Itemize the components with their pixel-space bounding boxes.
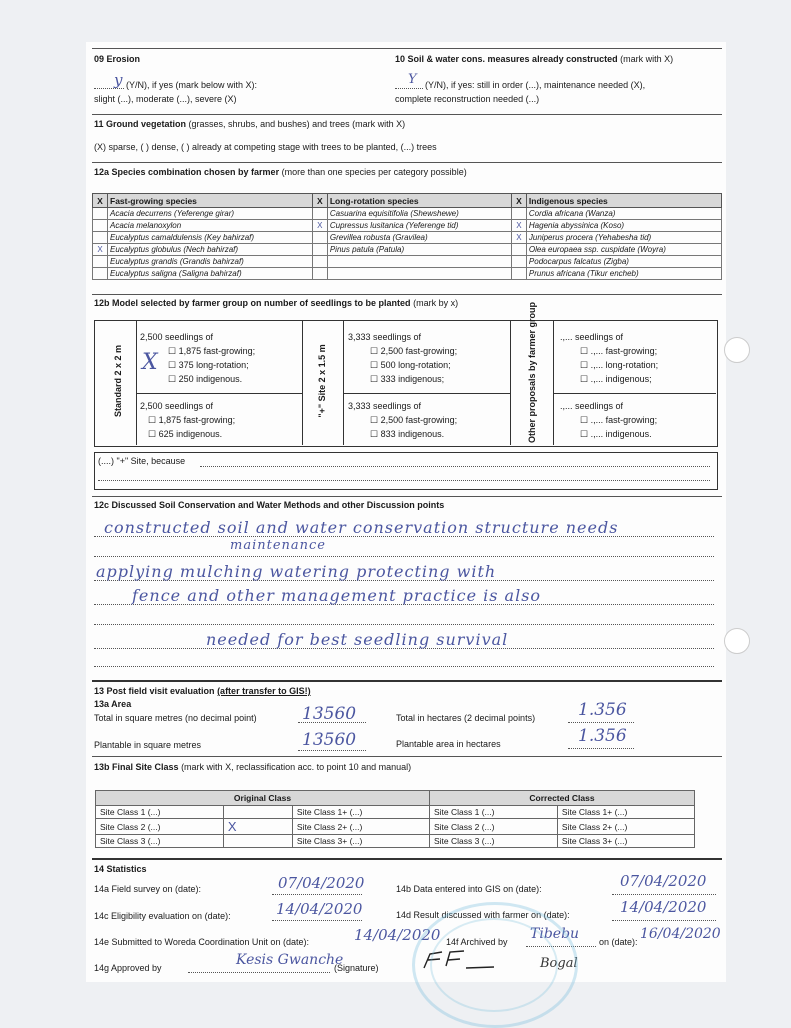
field-survey-label: 14a Field survey on (date): bbox=[94, 884, 202, 894]
species-name-cell: Cordia africana (Wanza) bbox=[526, 208, 721, 220]
submitted-date: 14/04/2020 bbox=[354, 926, 441, 944]
species-name-cell: Olea europaea ssp. cuspidate (Woyra) bbox=[526, 244, 721, 256]
species-name-cell: Casuarina equisitifolia (Shewshewe) bbox=[327, 208, 511, 220]
section-13-title: 13 Post field visit evaluation (after transfer to GIS!) bbox=[94, 686, 311, 696]
species-name-cell: Eucalyptus saligna (Saligna bahirzaf) bbox=[108, 268, 313, 280]
species-name-cell: Hagenia abyssinica (Koso) bbox=[526, 220, 721, 232]
swc-answer: Y bbox=[408, 72, 417, 87]
section-12b-title: 12b Model selected by farmer group on number of seedlings to be planted (mark by x) bbox=[94, 298, 459, 308]
species-row bbox=[93, 256, 722, 268]
species-mark-cell bbox=[511, 208, 526, 220]
species-mark-cell bbox=[511, 256, 526, 268]
plus-a-long: ☐ 500 long-rotation; bbox=[370, 360, 451, 370]
site-class-row bbox=[96, 819, 695, 835]
species-mark-cell bbox=[511, 268, 526, 280]
species-mark-cell bbox=[312, 244, 327, 256]
plus-b-total: 3,333 seedlings of bbox=[348, 401, 422, 411]
species-mark-cell bbox=[93, 268, 108, 280]
col-header-x: X bbox=[312, 194, 327, 208]
class-cell: Site Class 1+ (...) bbox=[557, 806, 694, 819]
discussion-line-5: needed for best seedling survival bbox=[206, 630, 509, 649]
class-mark-cell bbox=[223, 806, 292, 819]
species-name-cell: Podocarpus falcatus (Zigba) bbox=[526, 256, 721, 268]
swc-line1: (Y/N), if yes: still in order (...), maintenance needed (X), bbox=[425, 80, 646, 90]
erosion-answer: y bbox=[114, 71, 123, 89]
signature-note: Bogal bbox=[540, 956, 578, 971]
discussion-line-3: applying mulching watering protecting with bbox=[96, 562, 497, 581]
section-10-title: 10 Soil & water cons. measures already constructed (mark with X) bbox=[395, 54, 674, 64]
section-12c-title: 12c Discussed Soil Conservation and Water Methods and other Discussion points bbox=[94, 500, 445, 510]
section-13a-title: 13a Area bbox=[94, 699, 132, 709]
std-a-fast: ☐ 1,875 fast-growing; bbox=[168, 346, 256, 356]
erosion-line2: slight (...), moderate (...), severe (X) bbox=[94, 94, 237, 104]
oth-b-fast: ☐ .,... fast-growing; bbox=[580, 415, 658, 425]
species-name-cell: Eucalyptus globulus (Nech bahirzaf) bbox=[108, 244, 313, 256]
species-name-cell: Acacia decurrens (Yeferenge girar) bbox=[108, 208, 313, 220]
plus-site-label: "+" Site 2 x 1.5 m bbox=[317, 344, 327, 418]
class-cell: Site Class 3+ (...) bbox=[557, 835, 694, 848]
section-11-title: 11 Ground vegetation (grasses, shrubs, and bushes) and trees (mark with X) bbox=[94, 119, 406, 129]
archived-by: Tibebu bbox=[530, 926, 580, 942]
signature-label: (Signature) bbox=[334, 963, 379, 973]
std-b-fast: ☐ 1,875 fast-growing; bbox=[148, 415, 236, 425]
species-name-cell bbox=[327, 256, 511, 268]
species-row bbox=[93, 268, 722, 280]
archived-label: 14f Archived by bbox=[446, 937, 508, 947]
plant-ha-value: 1.356 bbox=[578, 726, 627, 746]
std-a-total: 2,500 seedlings of bbox=[140, 332, 214, 342]
total-ha-value: 1.356 bbox=[578, 700, 627, 720]
species-name-cell: Grevillea robusta (Gravilea) bbox=[327, 232, 511, 244]
site-class-row bbox=[96, 835, 695, 848]
section-13b-title: 13b Final Site Class (mark with X, reclassification acc. to point 10 and manual) bbox=[94, 762, 412, 772]
discussion-line-1: constructed soil and water conservation structure needs bbox=[104, 518, 619, 537]
class-cell: Site Class 3+ (...) bbox=[292, 835, 429, 848]
species-mark-cell bbox=[93, 220, 108, 232]
std-a-indig: ☐ 250 indigenous. bbox=[168, 374, 243, 384]
plant-ha-label: Plantable area in hectares bbox=[396, 739, 501, 749]
col-header-indigenous: Indigenous species bbox=[526, 194, 721, 208]
col-header-fast-growing: Fast-growing species bbox=[108, 194, 313, 208]
std-b-indig: ☐ 625 indigenous. bbox=[148, 429, 223, 439]
species-row bbox=[93, 232, 722, 244]
oth-b-total: .,... seedlings of bbox=[560, 401, 624, 411]
species-mark-cell: X bbox=[511, 232, 526, 244]
eligibility-label: 14c Eligibility evaluation on (date): bbox=[94, 911, 231, 921]
plus-b-fast: ☐ 2,500 fast-growing; bbox=[370, 415, 458, 425]
oth-a-total: .,... seedlings of bbox=[560, 332, 624, 342]
plus-a-fast: ☐ 2,500 fast-growing; bbox=[370, 346, 458, 356]
plant-sqm-value: 13560 bbox=[302, 730, 357, 750]
species-mark-cell bbox=[312, 208, 327, 220]
species-row bbox=[93, 220, 722, 232]
species-name-cell: Eucalyptus camaldulensis (Key bahirzaf) bbox=[108, 232, 313, 244]
class-cell: Site Class 1 (...) bbox=[96, 806, 224, 819]
total-sqm-label: Total in square metres (no decimal point) bbox=[94, 713, 257, 723]
oth-a-indig: ☐ .,... indigenous; bbox=[580, 374, 652, 384]
class-mark-cell bbox=[223, 835, 292, 848]
species-mark-cell: X bbox=[511, 220, 526, 232]
corrected-class-header: Corrected Class bbox=[429, 791, 694, 806]
other-proposals-label: Other proposals by farmer group bbox=[527, 301, 537, 443]
class-cell: Site Class 2 (...) bbox=[96, 819, 224, 835]
species-mark-cell bbox=[312, 268, 327, 280]
std-a-long: ☐ 375 long-rotation; bbox=[168, 360, 249, 370]
class-cell: Site Class 3 (...) bbox=[96, 835, 224, 848]
gis-entry-label: 14b Data entered into GIS on (date): bbox=[396, 884, 542, 894]
plus-a-indig: ☐ 333 indigenous; bbox=[370, 374, 445, 384]
original-class-header: Original Class bbox=[96, 791, 430, 806]
species-mark-cell: X bbox=[312, 220, 327, 232]
submitted-label: 14e Submitted to Woreda Coordination Unit on (date): bbox=[94, 937, 309, 947]
species-name-cell: Pinus patula (Patula) bbox=[327, 244, 511, 256]
gis-entry-date: 07/04/2020 bbox=[620, 872, 707, 890]
archived-date: 16/04/2020 bbox=[640, 926, 721, 942]
approved-label: 14g Approved by bbox=[94, 963, 162, 973]
species-mark-cell bbox=[93, 208, 108, 220]
vegetation-options: (X) sparse, ( ) dense, ( ) already at competing stage with trees to be planted, (...) trees bbox=[94, 142, 437, 152]
site-because-label: (....) "+" Site, because bbox=[98, 456, 186, 466]
discussion-line-2: maintenance bbox=[230, 538, 326, 553]
std-b-total: 2,500 seedlings of bbox=[140, 401, 214, 411]
col-header-x: X bbox=[511, 194, 526, 208]
species-name-cell: Eucalyptus grandis (Grandis bahirzaf) bbox=[108, 256, 313, 268]
species-name-cell bbox=[327, 268, 511, 280]
section-12a-title: 12a Species combination chosen by farmer (more than one species per category possible) bbox=[94, 167, 467, 177]
total-ha-label: Total in hectares (2 decimal points) bbox=[396, 713, 536, 723]
swc-line2: complete reconstruction needed (...) bbox=[395, 94, 540, 104]
plus-a-total: 3,333 seedlings of bbox=[348, 332, 422, 342]
species-mark-cell bbox=[511, 244, 526, 256]
col-header-x: X bbox=[93, 194, 108, 208]
plus-b-indig: ☐ 833 indigenous. bbox=[370, 429, 445, 439]
species-table bbox=[92, 193, 722, 280]
species-mark-cell bbox=[312, 256, 327, 268]
oth-a-long: ☐ .,... long-rotation; bbox=[580, 360, 659, 370]
result-discussed-label: 14d Result discussed with farmer on (date): bbox=[396, 910, 570, 920]
class-cell: Site Class 1+ (...) bbox=[292, 806, 429, 819]
std-mark: X bbox=[142, 350, 158, 375]
site-because-box bbox=[94, 452, 718, 490]
site-class-table bbox=[95, 790, 695, 848]
species-row bbox=[93, 244, 722, 256]
species-mark-cell bbox=[93, 232, 108, 244]
plant-sqm-label: Plantable in square metres bbox=[94, 740, 202, 750]
species-row bbox=[93, 208, 722, 220]
class-cell: Site Class 2+ (...) bbox=[557, 819, 694, 835]
species-name-cell: Acacia melanoxylon bbox=[108, 220, 313, 232]
class-mark-cell: X bbox=[223, 819, 292, 835]
oth-a-fast: ☐ .,... fast-growing; bbox=[580, 346, 658, 356]
section-14-title: 14 Statistics bbox=[94, 864, 147, 874]
result-discussed-date: 14/04/2020 bbox=[620, 898, 707, 916]
total-sqm-value: 13560 bbox=[302, 704, 357, 724]
eligibility-date: 14/04/2020 bbox=[276, 900, 363, 918]
class-cell: Site Class 2 (...) bbox=[429, 819, 557, 835]
archived-date-label: on (date): bbox=[599, 937, 638, 947]
field-survey-date: 07/04/2020 bbox=[278, 874, 365, 892]
discussion-line-4: fence and other management practice is also bbox=[132, 586, 542, 605]
class-cell: Site Class 2+ (...) bbox=[292, 819, 429, 835]
species-mark-cell bbox=[312, 232, 327, 244]
species-mark-cell: X bbox=[93, 244, 108, 256]
approved-by: Kesis Gwanche bbox=[236, 952, 344, 968]
oth-b-indig: ☐ .,... indigenous. bbox=[580, 429, 652, 439]
species-name-cell: Prunus africana (Tikur encheb) bbox=[526, 268, 721, 280]
official-stamp-inner bbox=[430, 918, 558, 1012]
class-cell: Site Class 3 (...) bbox=[429, 835, 557, 848]
species-mark-cell bbox=[93, 256, 108, 268]
species-name-cell: Juniperus procera (Yehabesha tid) bbox=[526, 232, 721, 244]
class-cell: Site Class 1 (...) bbox=[429, 806, 557, 819]
site-class-row bbox=[96, 806, 695, 819]
erosion-line1: (Y/N), if yes (mark below with X): bbox=[126, 80, 258, 90]
col-header-long-rotation: Long-rotation species bbox=[327, 194, 511, 208]
species-name-cell: Cupressus lusitanica (Yeferenge tid) bbox=[327, 220, 511, 232]
standard-label: Standard 2 x 2 m bbox=[113, 344, 123, 418]
section-09-title: 09 Erosion bbox=[94, 54, 141, 64]
